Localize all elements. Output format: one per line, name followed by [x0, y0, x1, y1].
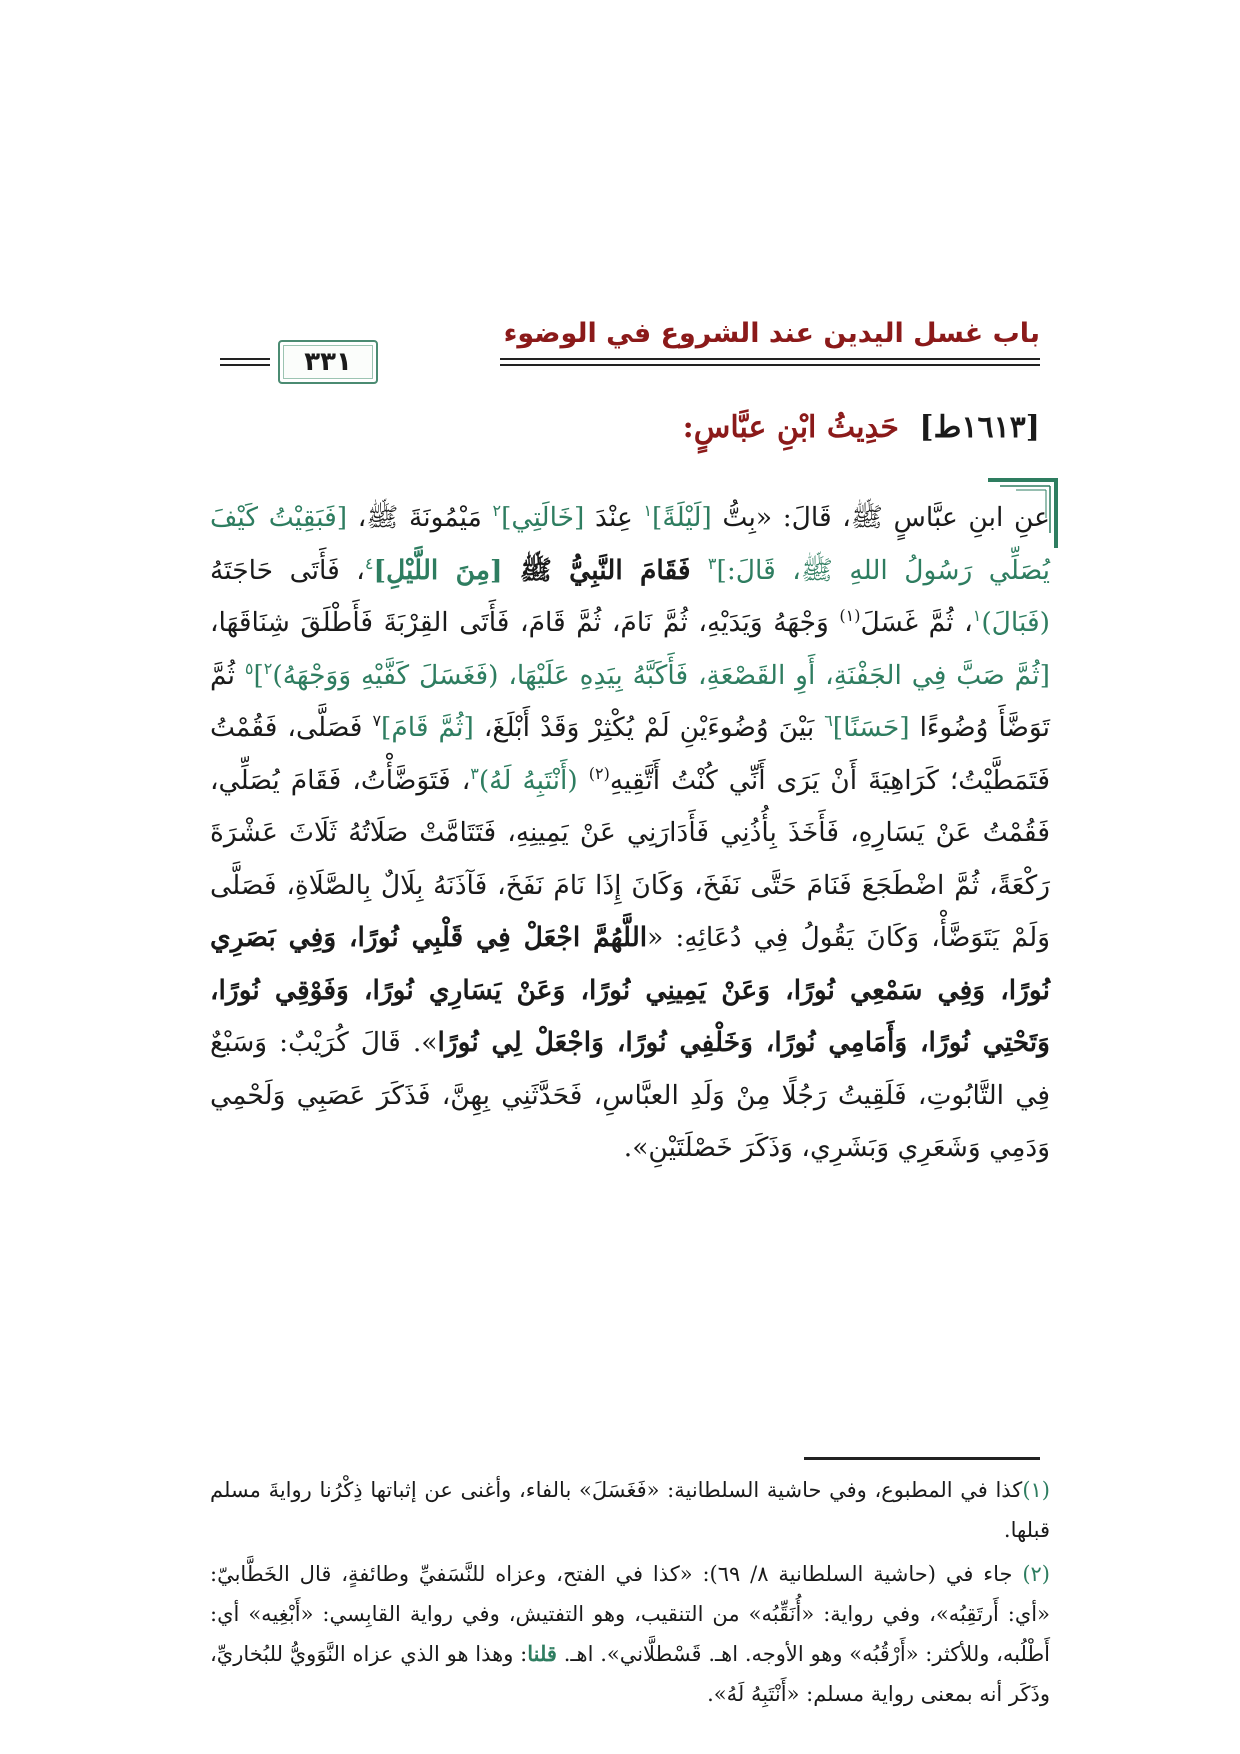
- variant-text: (أَنْتَبِهُ لَهُ): [478, 764, 578, 796]
- variant-marker: ٢: [492, 501, 502, 521]
- variant-text: [حَسَنًا]: [832, 712, 910, 743]
- hadith-text: [210, 492, 1050, 1175]
- variant-marker: ٣: [470, 763, 479, 783]
- footnotes: [210, 1470, 1050, 1718]
- footnote-number: (١): [1022, 1478, 1050, 1502]
- text-segment: ، فَتَوَضَّأْتُ، فَقَامَ يُصَلِّي، فَقُمْتُ عَنْ يَسَارِهِ، فَأَخَذَ بِأُذُنِي فَأَدَارَنِي عَنْ يَمِينِهِ، فَتَتَامَّتْ صَلَاتُهُ ثَلَاثَ عَشْرَةَ رَكْعَةً، ثُمَّ اضْطَجَعَ فَنَامَ حَتَّى نَفَخَ، وَكَانَ إِذَا نَامَ نَفَخَ، فَآذَنَهُ بِلَالٌ بِالصَّلَاةِ، فَصَلَّى وَلَمْ يَتَوَضَّأْ، وَكَانَ يَقُولُ فِي دُعَائِهِ: «: [210, 764, 1050, 953]
- footnote-marker[interactable]: (٢): [588, 763, 610, 783]
- text-segment: عِنْدَ: [584, 502, 644, 533]
- text-segment: ، ثُمَّ غَسَلَ: [860, 607, 973, 638]
- text-segment: ». قَالَ كُرَيْبٌ: وَسَبْعٌ فِي التَّابُوتِ، فَلَقِيتُ رَجُلًا مِنْ وَلَدِ العبَّاسِ، فَحَدَّثَنِي بِهِنَّ، فَذَكَرَ عَصَبِي وَلَحْمِي وَدَمِي وَشَعَرِي وَبَشَرِي، وَذَكَرَ خَصْلَتَيْنِ».: [210, 1027, 1050, 1163]
- page-header: [220, 318, 1040, 388]
- footnote-label: قلنا: [527, 1641, 557, 1666]
- chapter-title: باب غسل اليدين عند الشروع في الوضوء: [503, 318, 1040, 349]
- variant-text: [ثُمَّ صَبَّ فِي الجَفْنَةِ، أَوِ القَصْعَةِ، فَأَكَبَّهُ بِيَدِهِ عَلَيْهَا، (فَغَسَلَ كَفَّيْهِ وَوَجْهَهُ): [272, 659, 1050, 691]
- variant-marker: ٥: [244, 658, 254, 678]
- section-number: [١٦١٣ط]: [919, 410, 1040, 445]
- dua-text: اللَّهُمَّ اجْعَلْ فِي قَلْبِي نُورًا، وَفِي بَصَرِي نُورًا، وَفِي سَمْعِي نُورًا، وَعَنْ يَمِينِي نُورًا، وَعَنْ يَسَارِي نُورًا، وَفَوْقِي نُورًا، وَتَحْتِي نُورًا، وَأَمَامِي نُورًا، وَخَلْفِي نُورًا، وَاجْعَلْ لِي نُورًا: [210, 922, 1050, 1058]
- text-segment: وَجْهَهُ وَيَدَيْهِ، ثُمَّ نَامَ، ثُمَّ قَامَ، فَأَتَى القِرْبَةَ فَأَطْلَقَ شِنَاقَهَا،: [210, 607, 840, 638]
- footnote-2: [210, 1554, 1050, 1714]
- footnote-1: [210, 1470, 1050, 1550]
- variant-text: ]: [253, 659, 264, 691]
- page-number: ٣٣١: [304, 347, 352, 377]
- variant-marker: ٧: [372, 711, 382, 731]
- section-heading: [683, 410, 1040, 445]
- text-segment: بَيْنَ وُضُوءَيْنِ لَمْ يُكْثِرْ وَقَدْ أَبْلَغَ،: [473, 712, 825, 743]
- text-segment: ثُمَّ تَوَضَّأَ وُضُوءًا: [210, 659, 1051, 743]
- header-rule-left: [220, 358, 270, 360]
- footnote-text: جاء في (حاشية السلطانية ٨/ ٦٩): «كذا في الفتح، وعزاه للنَّسَفيِّ وطائفةٍ، قال الخَطَّابيّ: «أي: أَرتَقِبُه»، وفي رواية: «أُنَقِّبُه» من التنقيب، وهو التفتيش، وفي رواية القابِسي: «أَبْغِيه» أي: أَطْلُبه، وللأكثر: «أَرْقُبُه» وهو الأوجه. اهـ. قَسْطلَّاني». اهـ.: [210, 1562, 1050, 1666]
- text-segment: عنِ ابنِ عبَّاسٍ ﷺ، قَالَ: «بِتُّ: [711, 502, 1050, 533]
- footnote-text: : وهذا هو الذي عزاه النَّوَويُّ للبُخاريِّ، وذَكَر أنه بمعنى رواية مسلم: «أَنْتَبِهُ لَهُ».: [210, 1642, 1050, 1706]
- variant-text: [فَبَقِيْتُ كَيْفَ يُصَلِّي رَسُولُ اللهِ ﷺ، قَالَ:]: [210, 502, 1050, 586]
- text-segment: [578, 765, 589, 796]
- variant-marker: ٦: [824, 711, 833, 731]
- variant-marker: ١: [972, 606, 982, 626]
- variant-marker: ٢: [263, 658, 273, 678]
- text-segment: ، فَأَتَى حَاجَتَهُ: [210, 554, 365, 586]
- variant-text: [خَالَتِي]: [501, 502, 585, 533]
- text-segment: مَيْمُونَةَ ﷺ،: [347, 502, 493, 533]
- variant-marker: ٤: [364, 553, 374, 573]
- variant-text: [لَيْلَةً]: [652, 502, 712, 533]
- variant-text: (فَبَالَ): [981, 607, 1051, 638]
- page-number-frame: [278, 340, 378, 384]
- footnote-rule: [804, 1457, 1040, 1460]
- header-rule: [500, 358, 1040, 360]
- footnote-text: كذا في المطبوع، وفي حاشية السلطانية: «فَغَسَلَ» بالفاء، وأغنى عن إثباتها ذِكْرُنا روايةَ مسلم قبلها.: [210, 1478, 1050, 1542]
- header-rule: [500, 364, 1040, 366]
- header-rule-left: [220, 364, 270, 366]
- bold-text: فَقَامَ النَّبِيُّ ﷺ: [502, 554, 708, 586]
- footnote-marker[interactable]: (١): [839, 606, 861, 626]
- variant-text: [ثُمَّ قَامَ]: [381, 712, 474, 743]
- footnote-number: (٢): [1022, 1562, 1050, 1586]
- variant-marker: ٣: [707, 553, 717, 573]
- section-title: حَدِيثُ ابْنِ عبَّاسٍ:: [682, 410, 899, 445]
- variant-text: [مِنَ اللَّيْلِ]: [373, 554, 503, 586]
- variant-marker: ١: [643, 501, 653, 521]
- text-segment: فَصَلَّى، فَقُمْتُ فَتَمَطَّيْتُ؛ كَرَاهِيَةَ أَنْ يَرَى أَنِّي كُنْتُ أَتَّقِيهِ: [210, 712, 1050, 796]
